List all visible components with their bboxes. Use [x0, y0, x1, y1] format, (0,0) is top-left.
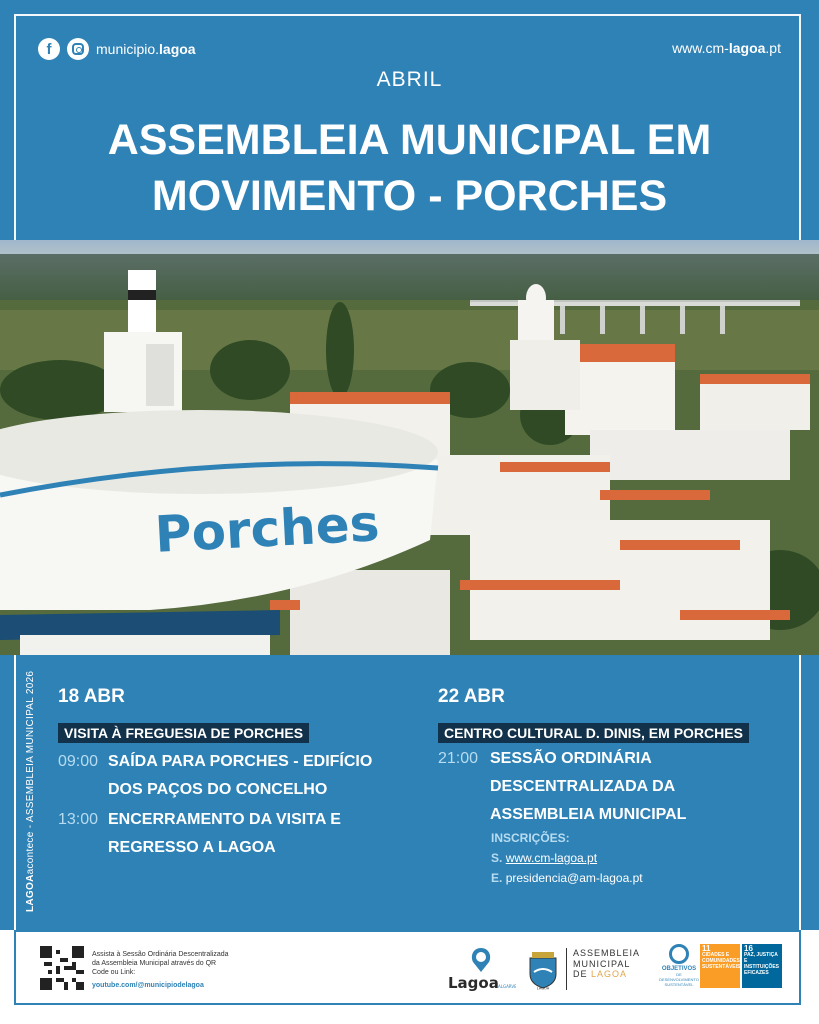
livestream-note: Assista à Sessão Ordinária Descentralizada da Assembleia Municipal através do QR Code ou Link: youtube.com/@municipiodelagoa: [92, 950, 232, 990]
town-photo: [0, 240, 819, 655]
social-links: [38, 38, 196, 60]
month-label: ABRIL: [376, 68, 443, 91]
title-line-1: ASSEMBLEIA MUNICIPAL EM: [107, 116, 712, 164]
municipal-crest-icon: [526, 950, 560, 990]
website-link[interactable]: www.cm-lagoa.pt: [672, 40, 781, 56]
footer: [14, 930, 801, 1005]
porches-photo-illustration: [0, 240, 819, 655]
registration-block: [491, 831, 643, 885]
ods-logo: OBJETIVOS DE DESENVOLVIMENTO SUSTENTÁVEL: [659, 944, 699, 988]
youtube-link[interactable]: youtube.com/@municipiodelagoa: [92, 982, 204, 989]
page-title: [40, 112, 779, 224]
schedule-item: 21:00 SESSÃO ORDINÁRIA DESCENTRALIZADA DA ASSEMBLEIA MUNICIPAL: [438, 750, 687, 823]
sidebar-caption: LAGOAacontece - ASSEMBLEIA MUNICIPAL 2026: [25, 670, 36, 912]
sdg-16-icon: 16 PAZ, JUSTIÇA E INSTITUIÇÕES EFICAZES: [742, 944, 782, 988]
header-band: [0, 0, 819, 240]
tower-label: Porches: [153, 494, 381, 564]
qr-code[interactable]: [40, 946, 84, 990]
lagoa-tagline: ALGARVE: [498, 984, 516, 989]
event-tag-right: CENTRO CULTURAL D. DINIS, EM PORCHES: [438, 723, 749, 743]
registration-site[interactable]: S. www.cm-lagoa.pt: [491, 851, 598, 865]
lagoa-wordmark: Lagoa: [448, 974, 499, 992]
social-handle[interactable]: municipio.lagoa: [96, 41, 196, 57]
instagram-icon[interactable]: [67, 38, 89, 60]
event-date-right: 22 ABR: [438, 686, 505, 707]
facebook-icon[interactable]: f: [38, 38, 60, 60]
schedule-item: 13:00 ENCERRAMENTO DA VISITA E REGRESSO A LAGOA: [58, 811, 341, 856]
registration-label: INSCRIÇÕES:: [491, 831, 570, 845]
schedule-item: 09:00 SAÍDA PARA PORCHES - EDIFÍCIO DOS PAÇOS DO CONCELHO: [58, 753, 373, 798]
registration-email[interactable]: E. presidencia@am-lagoa.pt: [491, 871, 643, 885]
assembleia-logo: ASSEMBLEIA MUNICIPAL DE LAGOA: [566, 948, 656, 990]
event-tag-left: VISITA À FREGUESIA DE PORCHES: [58, 723, 309, 743]
title-line-2: MOVIMENTO - PORCHES: [151, 172, 668, 220]
event-date-left: 18 ABR: [58, 686, 125, 707]
ods-wheel-icon: [669, 944, 689, 964]
crest-label: LAGOA: [536, 986, 550, 990]
lagoa-logo: [446, 944, 516, 994]
sdg-11-icon: 11 CIDADES E COMUNIDADES SUSTENTÁVEIS: [700, 944, 740, 988]
